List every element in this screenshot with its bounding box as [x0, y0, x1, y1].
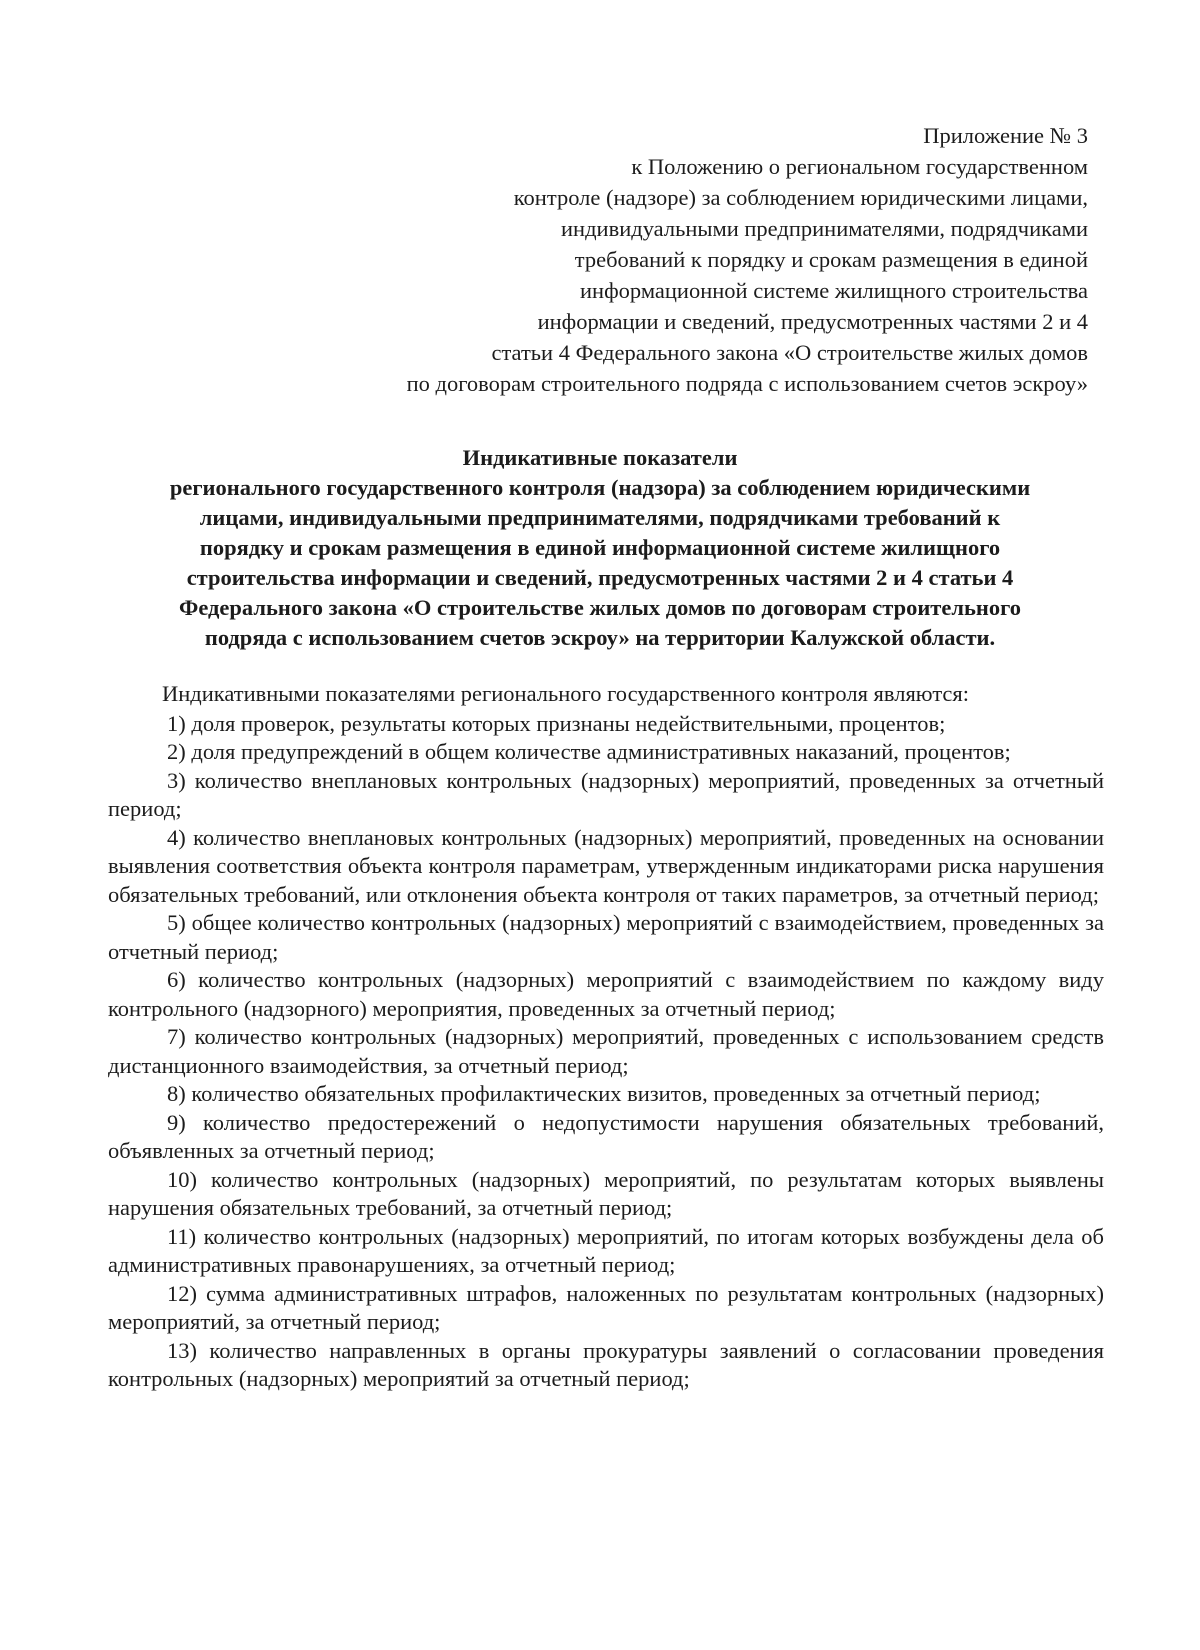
indicator-item-2: 2) доля предупреждений в общем количестве административных наказаний, процентов;	[167, 739, 1011, 764]
indicator-item-3: 3) количество внеплановых контрольных (надзорных) мероприятий, проведенных за отчетный период;	[108, 767, 1104, 821]
indicator-item-7: 7) количество контрольных (надзорных) мероприятий, проведенных с использованием средств дистанционного взаимодействия, за отчетный период;	[108, 1024, 1104, 1078]
title-line: Федерального закона «О строительстве жилых домов по договорам строительного	[179, 595, 1021, 620]
document-body	[108, 680, 1104, 1394]
indicator-item-8: 8) количество обязательных профилактических визитов, проведенных за отчетный период;	[167, 1081, 1041, 1106]
title-line: Индикативные показатели	[462, 445, 738, 470]
indicator-item-4: 4) количество внеплановых контрольных (надзорных) мероприятий, проведенных на основании выявления соответствия объекта контроля параметрам, утвержденным индикаторами риска нарушения обязательных требований, или отклонения объекта контроля от таких параметров, за отчетный период;	[108, 824, 1104, 907]
indicator-item-10: 10) количество контрольных (надзорных) мероприятий, по результатам которых выявлены нарушения обязательных требований, за отчетный период;	[108, 1166, 1104, 1220]
title-line: подряда с использованием счетов эскроу» на территории Калужской области.	[204, 625, 996, 650]
title-line: порядку и срокам размещения в единой информационной системе жилищного	[199, 535, 1001, 560]
appendix-line: статьи 4 Федерального закона «О строительстве жилых домов	[491, 340, 1088, 365]
appendix-line: контроле (надзоре) за соблюдением юридическими лицами,	[513, 185, 1088, 210]
appendix-line: к Положению о региональном государственном	[631, 154, 1088, 179]
indicator-item-9: 9) количество предостережений о недопустимости нарушения обязательных требований, объявленных за отчетный период;	[108, 1109, 1104, 1163]
intro-paragraph: Индикативными показателями регионального государственного контроля являются:	[162, 681, 970, 706]
title-line: регионального государственного контроля (надзора) за соблюдением юридическими	[169, 475, 1031, 500]
appendix-line: информационной системе жилищного строительства	[580, 278, 1088, 303]
indicator-item-12: 12) сумма административных штрафов, наложенных по результатам контрольных (надзорных) мероприятий, за отчетный период;	[108, 1280, 1104, 1334]
document-title	[100, 443, 1100, 653]
title-line: строительства информации и сведений, предусмотренных частями 2 и 4 статьи 4	[186, 565, 1014, 590]
title-line: лицами, индивидуальными предпринимателями, подрядчиками требований к	[199, 505, 1001, 530]
appendix-line: информации и сведений, предусмотренных частями 2 и 4	[537, 309, 1088, 334]
appendix-line: по договорам строительного подряда с использованием счетов эскроу»	[406, 371, 1088, 396]
appendix-header	[407, 120, 1088, 399]
indicator-item-6: 6) количество контрольных (надзорных) мероприятий с взаимодействием по каждому виду контрольного (надзорного) мероприятия, проведенных за отчетный период;	[108, 967, 1104, 1021]
indicator-item-5: 5) общее количество контрольных (надзорных) мероприятий с взаимодействием, проведенных за отчетный период;	[108, 910, 1104, 964]
appendix-line: индивидуальными предпринимателями, подрядчиками	[561, 216, 1088, 241]
indicator-item-11: 11) количество контрольных (надзорных) мероприятий, по итогам которых возбуждены дела об административных правонарушениях, за отчетный период;	[108, 1223, 1104, 1277]
appendix-line: требований к порядку и срокам размещения в единой	[574, 247, 1088, 272]
indicator-item-1: 1) доля проверок, результаты которых признаны недействительными, процентов;	[167, 710, 946, 736]
indicator-item-13: 13) количество направленных в органы прокуратуры заявлений о согласовании проведения контрольных (надзорных) мероприятий за отчетный период;	[108, 1337, 1104, 1391]
appendix-line: Приложение № 3	[923, 123, 1088, 148]
